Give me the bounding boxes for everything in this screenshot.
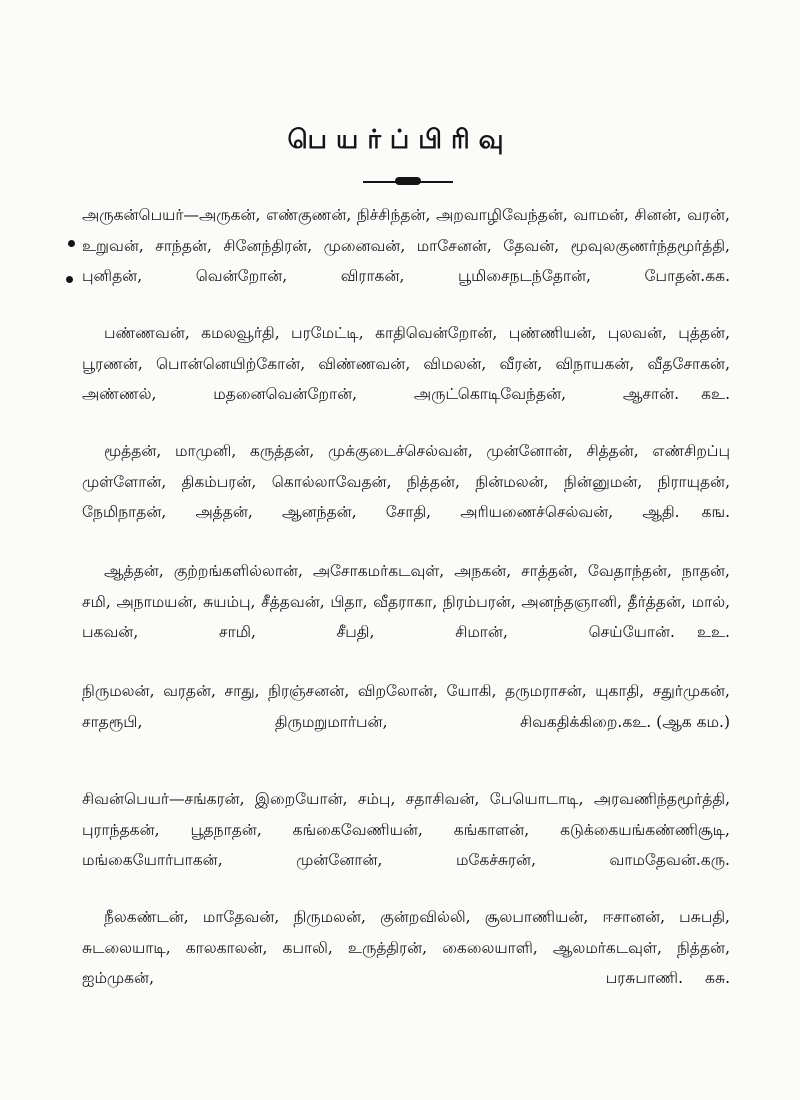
paragraph-nirumalan xyxy=(82,676,730,737)
paragraph-pannavan xyxy=(82,318,730,410)
title-ornament xyxy=(363,178,453,186)
verse-number: கரு. xyxy=(700,851,730,869)
paragraph-aathan xyxy=(82,556,730,648)
paragraph-sivan xyxy=(82,784,730,876)
paragraph-arugan xyxy=(82,200,730,292)
verse-number: கங. xyxy=(701,503,730,521)
margin-mark xyxy=(66,276,73,283)
paragraph-text: பண்ணவன், கமலவூர்தி, பரமேட்டி, காதிவென்றோன், புண்ணியன், புலவன், புத்தன், பூரணன், பொன்னெயிற்கோன், விண்ணவன், விமலன், வீரன், விநாயகன், வீதசோகன், அண்ணல், மதனைவென்றோன், அருட்கொடிவேந்தன், ஆசான். xyxy=(82,324,730,403)
paragraph-moothan xyxy=(82,436,730,528)
paragraph-text: நீலகண்டன், மாதேவன், நிருமலன், குன்றவில்லி, சூலபாணியன், ஈசானன், பசுபதி, சுடலையாடி, காலகாலன், கபாலி, உருத்திரன், கைலையாளி, ஆலமர்கடவுள், நித்தன், ஐம்முகன், பரசுபாணி. xyxy=(82,908,730,987)
paragraph-text: சிவன்பெயர்—சங்கரன், இறையோன், சம்பு, சதாசிவன், பேயொடாடி, அரவணிந்தமூர்த்தி, புராந்தகன், பூதநாதன், கங்கைவேணியன், கங்காளன், கடுக்கையங்கண்ணிசூடி, மங்கையோர்பாகன், முன்னோன், மகேச்சுரன், வாமதேவன். xyxy=(82,790,730,869)
page-title: பெயர்ப்பிரிவு xyxy=(287,125,513,155)
verse-number: கஉ. (ஆக கம.) xyxy=(622,712,730,731)
paragraph-text: நிருமலன், வரதன், சாது, நிரஞ்சனன், விறலோன், யோகி, தருமராசன், யுகாதி, சதுர்முகன், சாதரூபி, திருமறுமார்பன், சிவகதிக்கிறை. xyxy=(82,682,730,731)
verse-number: கசு. xyxy=(705,969,730,987)
paragraph-text: மூத்தன், மாமுனி, கருத்தன், முக்குடைச்செல்வன், முன்னோன், சித்தன், எண்சிறப்பு முள்ளோன், திகம்பரன், கொல்லாவேதன், நித்தன், நின்மலன், நின்னுமன், நிராயுதன், நேமிநாதன், அத்தன், ஆனந்தன், சோதி, அரியணைச்செல்வன், ஆதி. xyxy=(82,442,730,521)
verse-number: கஉ. xyxy=(701,385,730,403)
paragraph-text: அருகன்பெயர்—அருகன், எண்குணன், நிச்சிந்தன், அறவாழிவேந்தன், வாமன், சினன், வரன், உறுவன், சாந்தன், சினேந்திரன், முனைவன், மாசேனன், தேவன், மூவுலகுணர்ந்தமூர்த்தி, புனிதன், வென்றோன், விராகன், பூமிசைநடந்தோன், போதன். xyxy=(82,206,730,285)
verse-number: கக. xyxy=(705,267,730,285)
paragraph-neelakandan xyxy=(82,902,730,994)
verse-number: உஉ. xyxy=(696,623,730,641)
paragraph-text: ஆத்தன், குற்றங்களில்லான், அசோகமர்கடவுள், அநகன், சாத்தன், வேதாந்தன், நாதன், சமி, அநாமயன், சுயம்பு, சீத்தவன், பிதா, வீதராகா, நிரம்பரன், அனந்தஞானி, தீர்த்தன், மால், பகவன், சாமி, சீபதி, சிமான், செய்யோன். xyxy=(82,562,730,641)
margin-mark xyxy=(68,240,75,247)
ornament-beads xyxy=(395,177,421,185)
